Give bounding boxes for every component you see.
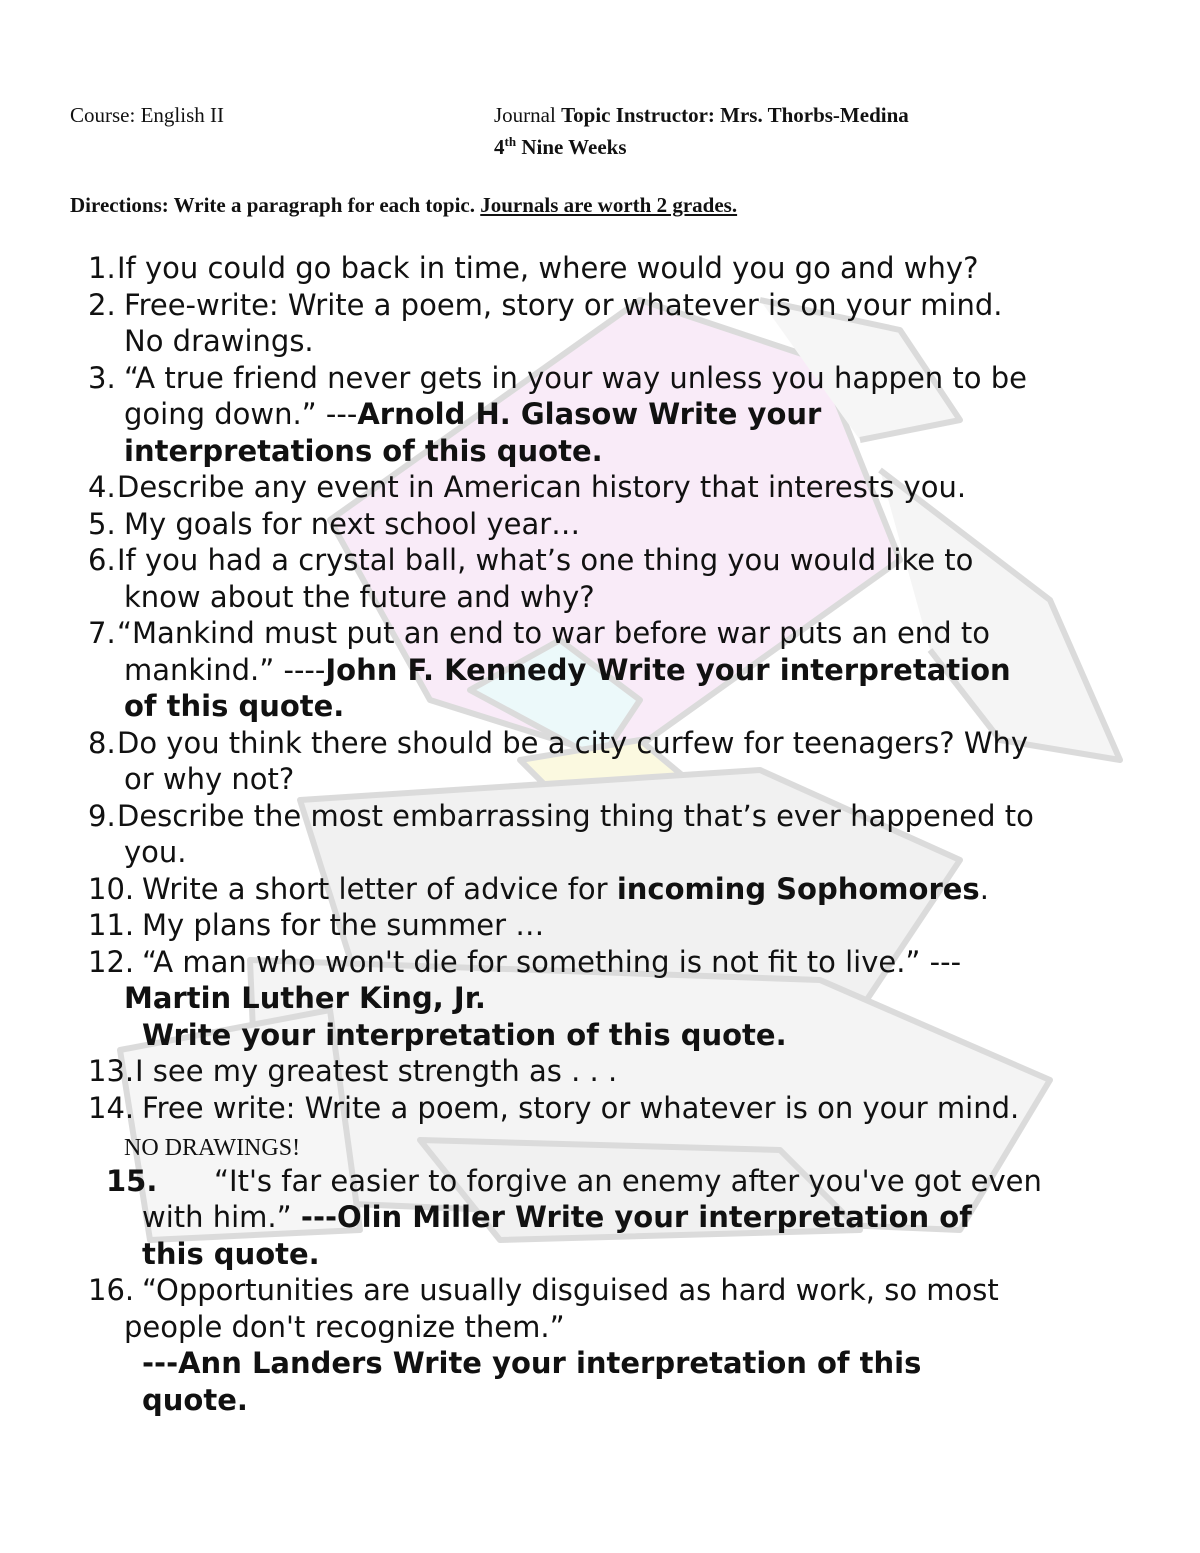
item-text: I see my greatest strength as . . . [135,1054,618,1088]
term-label [494,134,627,160]
quote-author: John F. Kennedy Write your interpretation [325,652,1011,687]
instruction-text: this quote. [142,1236,320,1271]
item-number: 16. [88,1273,135,1307]
quote-author: Arnold H. Glasow Write your [357,397,822,431]
item-number: 15. [106,1163,158,1198]
list-item-12-cont2 [0,1017,1200,1054]
item-text: My goals for next school year… [124,506,581,541]
item-text: Do you think there should be a city curfew for teenagers? Why [117,725,1029,760]
list-item-7 [0,615,1200,652]
item-text: you. [124,835,187,869]
directions-grade-note: Journals are worth 2 grades. [480,193,738,217]
directions [70,193,737,218]
item-number: 12. [88,944,135,979]
list-item-9 [0,798,1200,835]
list-item-16 [0,1272,1200,1309]
list-item-8 [0,725,1200,762]
item-number: 8. [88,725,116,760]
item-text: “Mankind must put an end to war before war puts an end to [117,616,990,650]
list-item-6 [0,542,1200,579]
list-item-14-cont [0,1126,1200,1163]
quote-author: ---Olin Miller Write your interpretation of [300,1200,972,1234]
item-text: If you had a crystal ball, what’s one thing you would like to [117,543,974,577]
item-number: 5. [88,506,116,541]
item-number: 3. [88,360,116,395]
list-item-10 [0,871,1200,908]
item-text: My plans for the summer … [142,908,545,942]
list-item-9-cont [0,834,1200,871]
item-number: 9. [88,798,116,833]
item-text: Write a short letter of advice for [142,871,617,906]
list-item-13 [0,1053,1200,1090]
item-text: people don't recognize them.” [124,1309,565,1344]
list-item-3 [0,360,1200,397]
list-item-3-cont [0,396,1200,433]
item-text: No drawings. [124,324,314,358]
journal-topic-instructor [494,103,909,128]
item-number: 1. [88,251,116,285]
item-number: 7. [88,616,116,650]
quote-author: Martin Luther King, Jr. [124,981,486,1015]
list-item-16-cont2 [0,1345,1200,1382]
instruction-text: of this quote. [124,689,345,723]
topic-list [0,250,1200,1418]
item-number: 10. [88,871,135,906]
item-text: Free-write: Write a poem, story or whatever is on your mind. [124,287,1003,322]
item-text: “A true friend never gets in your way unless you happen to be [124,360,1027,395]
item-text: Free write: Write a poem, story or whatever is on your mind. [142,1090,1020,1125]
instruction-text: Write your interpretation of this quote. [142,1017,787,1052]
item-text: know about the future and why? [124,579,595,614]
item-text: “A man who won't die for something is not fit to live.” --- [142,944,962,979]
list-item-16-cont3 [0,1382,1200,1419]
list-item-7-cont2 [0,688,1200,725]
list-item-2-cont [0,323,1200,360]
journal-word: Journal [494,103,556,127]
list-item-12 [0,944,1200,981]
item-number: 14. [88,1090,135,1125]
item-text: “It's far easier to forgive an enemy after you've got even [214,1163,1042,1198]
instruction-text: interpretations of this quote. [124,433,603,468]
item-text: “Opportunities are usually disguised as hard work, so most [142,1273,999,1307]
quote-end: mankind.” ---- [124,652,326,687]
list-item-7-cont [0,652,1200,689]
item-number: 13. [88,1054,135,1088]
list-item-12-cont [0,980,1200,1017]
list-item-5 [0,506,1200,543]
list-item-1 [0,250,1200,287]
item-text: Describe any event in American history that interests you. [117,470,967,504]
item-number: 4. [88,470,116,504]
instruction-text: quote. [142,1382,248,1417]
list-item-16-cont [0,1309,1200,1346]
item-text: or why not? [124,762,295,796]
list-item-6-cont [0,579,1200,616]
term-suffix: th [504,134,517,149]
emphasis-text: incoming Sophomores [616,871,980,906]
list-item-14 [0,1090,1200,1127]
quote-author: ---Ann Landers Write your interpretation of this [142,1346,922,1380]
list-item-4 [0,469,1200,506]
term-number: 4 [494,135,505,159]
item-number: 2. [88,287,116,322]
quote-end: going down.” --- [124,397,358,431]
period: . [979,871,989,906]
instructor-label: Topic Instructor: Mrs. Thorbs-Medina [561,103,909,127]
list-item-8-cont [0,761,1200,798]
term-text: Nine Weeks [516,135,627,159]
quote-end: with him.” [142,1200,301,1234]
item-text: Describe the most embarrassing thing that’s ever happened to [117,798,1034,833]
list-item-15-cont [0,1199,1200,1236]
directions-text: Directions: Write a paragraph for each topic. [70,193,481,217]
item-text: If you could go back in time, where would you go and why? [117,251,979,285]
item-number: 11. [88,908,135,942]
no-drawings-note: NO DRAWINGS! [124,1135,301,1161]
list-item-15-cont2 [0,1236,1200,1273]
list-item-15 [0,1163,1200,1200]
course-label: Course: English II [70,103,224,127]
list-item-3-cont2 [0,433,1200,470]
item-text [124,396,821,433]
list-item-11 [0,907,1200,944]
list-item-2 [0,287,1200,324]
item-number: 6. [88,543,116,577]
